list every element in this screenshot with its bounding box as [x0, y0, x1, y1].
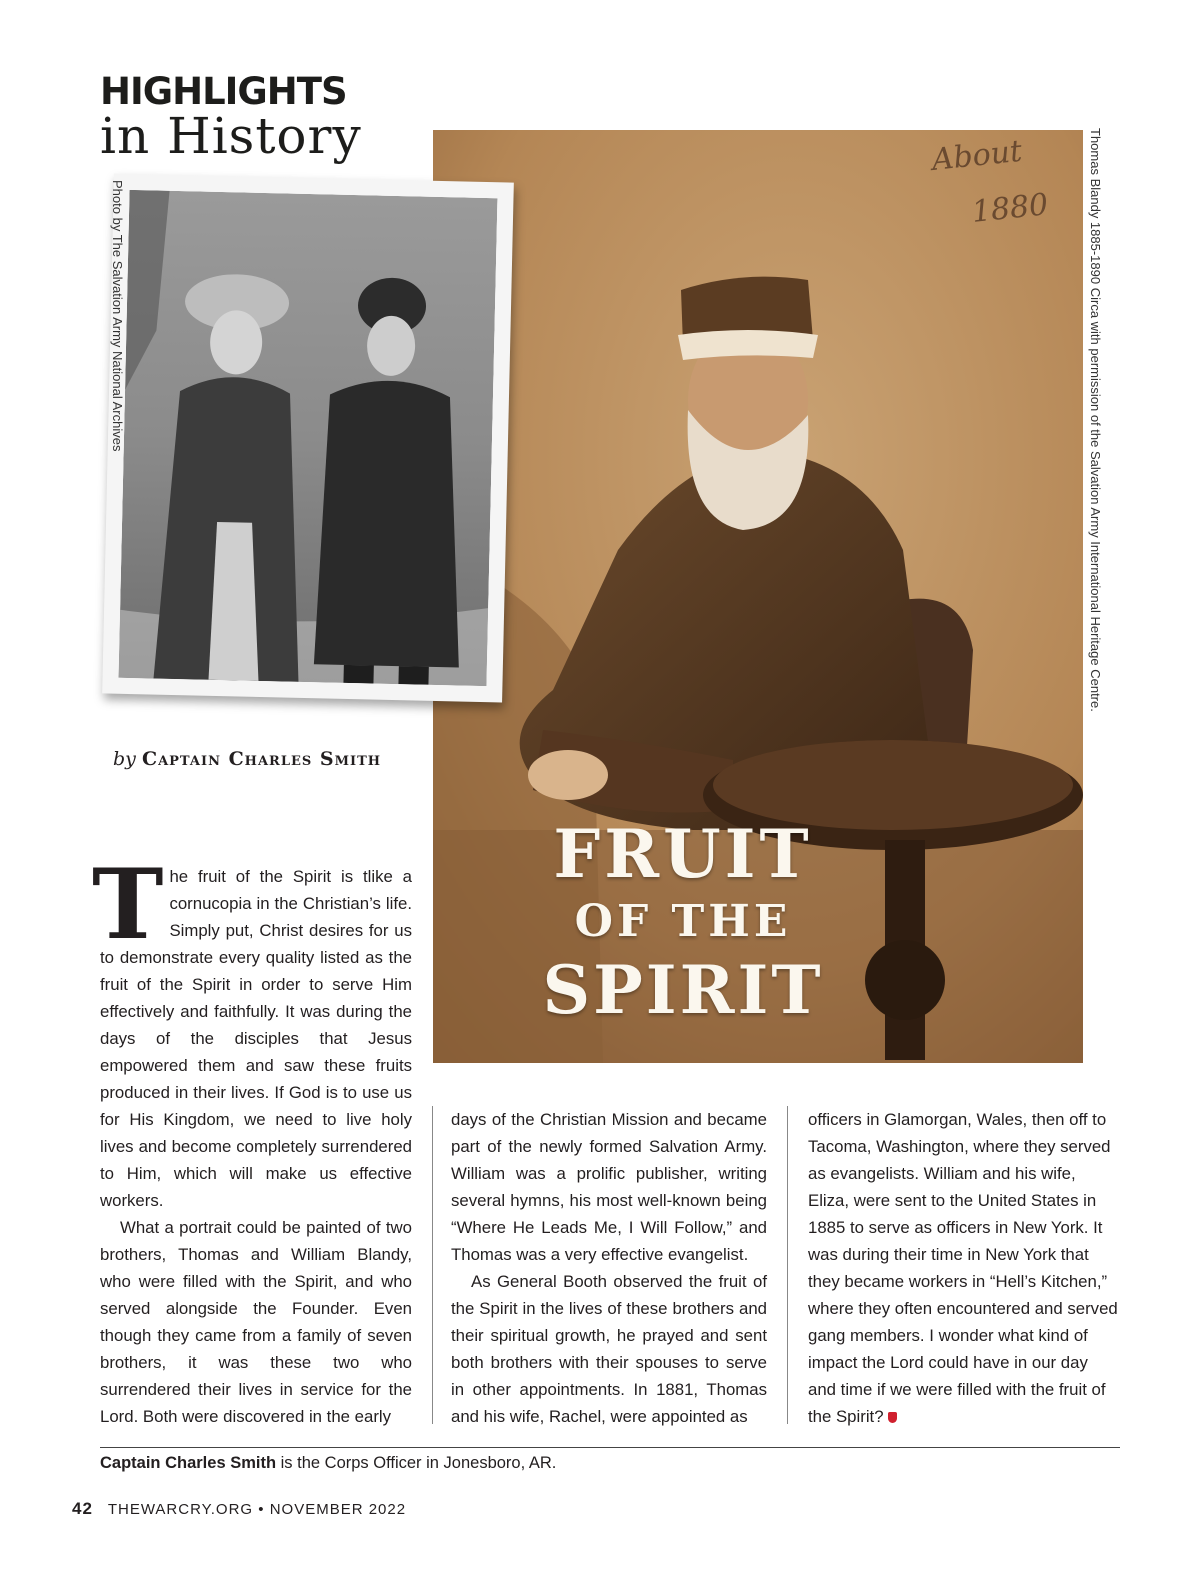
- byline: [113, 748, 381, 770]
- article-column-3: [808, 1106, 1120, 1430]
- page-footer: [72, 1499, 406, 1519]
- photo-credit-right: Thomas Blandy 1885-1890 Circa with permission of the Salvation Army International Heritage Centre.: [1088, 128, 1103, 712]
- footer-issue: NOVEMBER 2022: [269, 1501, 407, 1518]
- paragraph-1: [92, 848, 412, 1214]
- author-bio-text: is the Corps Officer in Jonesboro, AR.: [276, 1454, 557, 1472]
- paragraph-3-part-2: [808, 1106, 1120, 1430]
- photo-credit-left: Photo by The Salvation Army National Archives: [110, 180, 125, 452]
- byline-by: by: [113, 748, 136, 770]
- title-line-1: FRUIT: [553, 815, 813, 893]
- page-number: 42: [72, 1499, 93, 1518]
- section-kicker-script: in History: [100, 107, 362, 165]
- section-kicker: HIGHLIGHTS: [100, 70, 347, 113]
- couple-photo: [119, 190, 498, 686]
- footer-site: THEWARCRY.ORG: [107, 1501, 254, 1518]
- drop-cap: T: [92, 848, 164, 961]
- author-bio-name: Captain Charles Smith: [100, 1454, 277, 1472]
- inscription-year: 1880: [970, 187, 1050, 230]
- inscription-about: About: [930, 133, 1024, 178]
- paragraph-3-part-2-text: officers in Glamorgan, Wales, then off to Tacoma, Washington, where they served as evangelists. William and his wife, Eliza, were sent to the United States in 1885 to serve as officers in New York. It was during their time in New York that they became workers in “Hell’s Kitchen,” where they often encountered and served gang members. I wonder what kind of impact the Lord could have in our day and time if we were filled with the fruit of the Spirit?: [808, 1110, 1118, 1426]
- end-shield-icon: [888, 1412, 897, 1423]
- byline-author: Captain Charles Smith: [141, 748, 382, 770]
- paragraph-2-part-1: What a portrait could be painted of two brothers, Thomas and William Blandy, who were filled with the Spirit, and who served alongside the Founder. Even though they came from a family of seven brothers, it was these two who surrendered their lives in service for the Lord. Both were discovered in the early: [100, 1218, 412, 1426]
- paragraph-3-part-1: As General Booth observed the fruit of the Spirit in the lives of these brothers and their spiritual growth, he prayed and sent both brothers with their spouses to serve in other appointments. In 1881, Thomas and his wife, Rachel, were appointed as: [451, 1272, 767, 1426]
- article-column-2: [451, 1106, 767, 1430]
- footer-separator: •: [258, 1501, 265, 1518]
- paragraph-1-text: he fruit of the Spirit is tlike a cornucopia in the Christian’s life. Simply put, Christ desires for us to demonstrate every quality listed as the fruit of the Spirit in order to serve Him effectively and faithfully. It was during the days of the disciples that Jesus empowered them and saw these fruits produced in their lives. If God is to use us for His Kingdom, we need to live holy lives and become completely surrendered to Him, which will make us effective workers.: [100, 867, 412, 1210]
- title-line-3: SPIRIT: [542, 951, 824, 1029]
- article-title: [433, 815, 933, 1029]
- author-bio: [100, 1454, 556, 1473]
- couple-photo-frame: [102, 174, 514, 703]
- column-divider: [787, 1106, 788, 1424]
- footer-rule: [100, 1447, 1120, 1448]
- article-column-1: [92, 848, 412, 1430]
- column-divider: [432, 1106, 433, 1424]
- title-line-2: OF THE: [574, 896, 792, 947]
- paragraph-2-part-2: days of the Christian Mission and became part of the newly formed Salvation Army. William was a prolific publisher, writing several hymns, his most well-known being “Where He Leads Me, I Will Follow,” and Thomas was a very effective evangelist.: [451, 1110, 767, 1264]
